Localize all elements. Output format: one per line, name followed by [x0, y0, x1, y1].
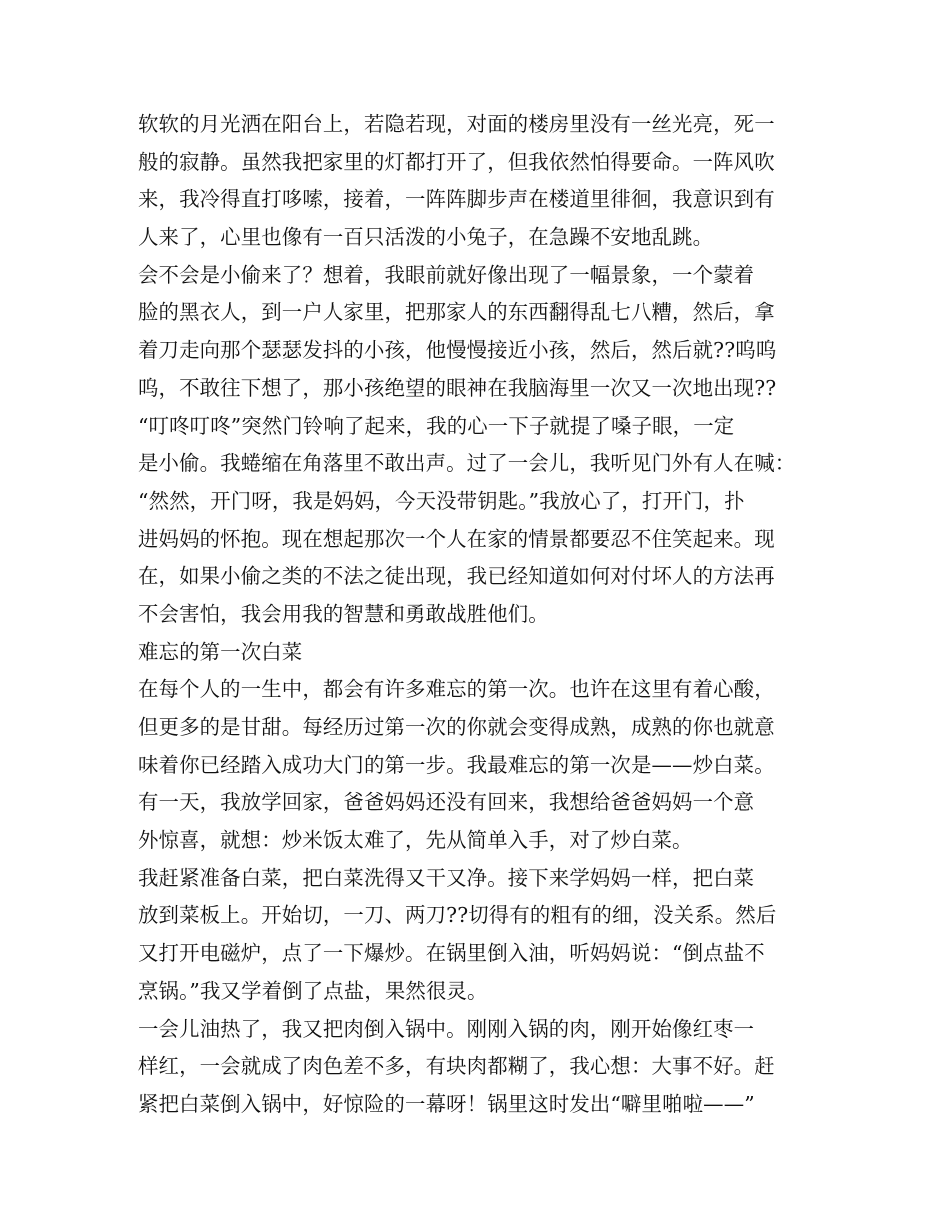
- text-line: 脸的黑衣人，到一户人家里，把那家人的东西翻得乱七八糟，然后，拿: [138, 300, 775, 325]
- text-line: 放到菜板上。开始切，一刀、两刀??切得有的粗有的细，没关系。然后: [138, 903, 777, 928]
- section-heading: 难忘的第一次白菜: [138, 639, 303, 664]
- text-line: 是小偷。我蜷缩在角落里不敢出声。过了一会儿，我听见门外有人在喊：: [138, 451, 796, 476]
- text-line: 紧把白菜倒入锅中，好惊险的一幕呀！锅里这时发出“噼里啪啦——”: [138, 1091, 755, 1116]
- text-line: 一会儿油热了，我又把肉倒入锅中。刚刚入锅的肉，刚开始像红枣一: [138, 1016, 755, 1041]
- text-line: 着刀走向那个瑟瑟发抖的小孩，他慢慢接近小孩，然后，然后就??呜呜: [138, 338, 777, 363]
- text-line: 又打开电磁炉，点了一下爆炒。在锅里倒入油，听妈妈说：“倒点盐不: [138, 941, 765, 966]
- text-line: “然然，开门呀，我是妈妈，今天没带钥匙。”我放心了，打开门，扑: [138, 488, 745, 513]
- text-line: 有一天，我放学回家，爸爸妈妈还没有回来，我想给爸爸妈妈一个意: [138, 790, 755, 815]
- text-line: 在，如果小偷之类的不法之徒出现，我已经知道如何对付坏人的方法再: [138, 564, 775, 589]
- text-line: 烹锅。”我又学着倒了点盐，果然很灵。: [138, 978, 488, 1003]
- text-line: 在每个人的一生中，都会有许多难忘的第一次。也许在这里有着心酸，: [138, 677, 775, 702]
- text-line: 会不会是小偷来了？想着，我眼前就好像出现了一幅景象，一个蒙着: [138, 262, 755, 287]
- text-line: 软软的月光洒在阳台上，若隐若现，对面的楼房里没有一丝光亮，死一: [138, 112, 775, 136]
- text-line: 不会害怕，我会用我的智慧和勇敢战胜他们。: [138, 601, 549, 626]
- text-line: 进妈妈的怀抱。现在想起那次一个人在家的情景都要忍不住笑起来。现: [138, 526, 775, 551]
- text-line: 外惊喜，就想：炒米饭太难了，先从简单入手，对了炒白菜。: [138, 828, 693, 853]
- document-body: [138, 106, 818, 1124]
- text-line: 我赶紧准备白菜，把白菜洗得又干又净。接下来学妈妈一样，把白菜: [138, 865, 755, 890]
- text-line: “叮咚叮咚”突然门铃响了起来，我的心一下子就提了嗓子眼，一定: [138, 413, 735, 438]
- text-line: 般的寂静。虽然我把家里的灯都打开了，但我依然怕得要命。一阵风吹: [138, 149, 775, 174]
- text-line: 味着你已经踏入成功大门的第一步。我最难忘的第一次是——炒白菜。: [138, 752, 775, 777]
- text-line: 样红，一会就成了肉色差不多，有块肉都糊了，我心想：大事不好。赶: [138, 1054, 775, 1079]
- text-line: 但更多的是甘甜。每经历过第一次的你就会变得成熟，成熟的你也就意: [138, 715, 775, 739]
- text-line: 呜，不敢往下想了，那小孩绝望的眼神在我脑海里一次又一次地出现??: [138, 375, 777, 400]
- text-line: 来，我冷得直打哆嗦，接着，一阵阵脚步声在楼道里徘徊，我意识到有: [138, 187, 775, 212]
- text-line: 人来了，心里也像有一百只活泼的小兔子，在急躁不安地乱跳。: [138, 225, 714, 250]
